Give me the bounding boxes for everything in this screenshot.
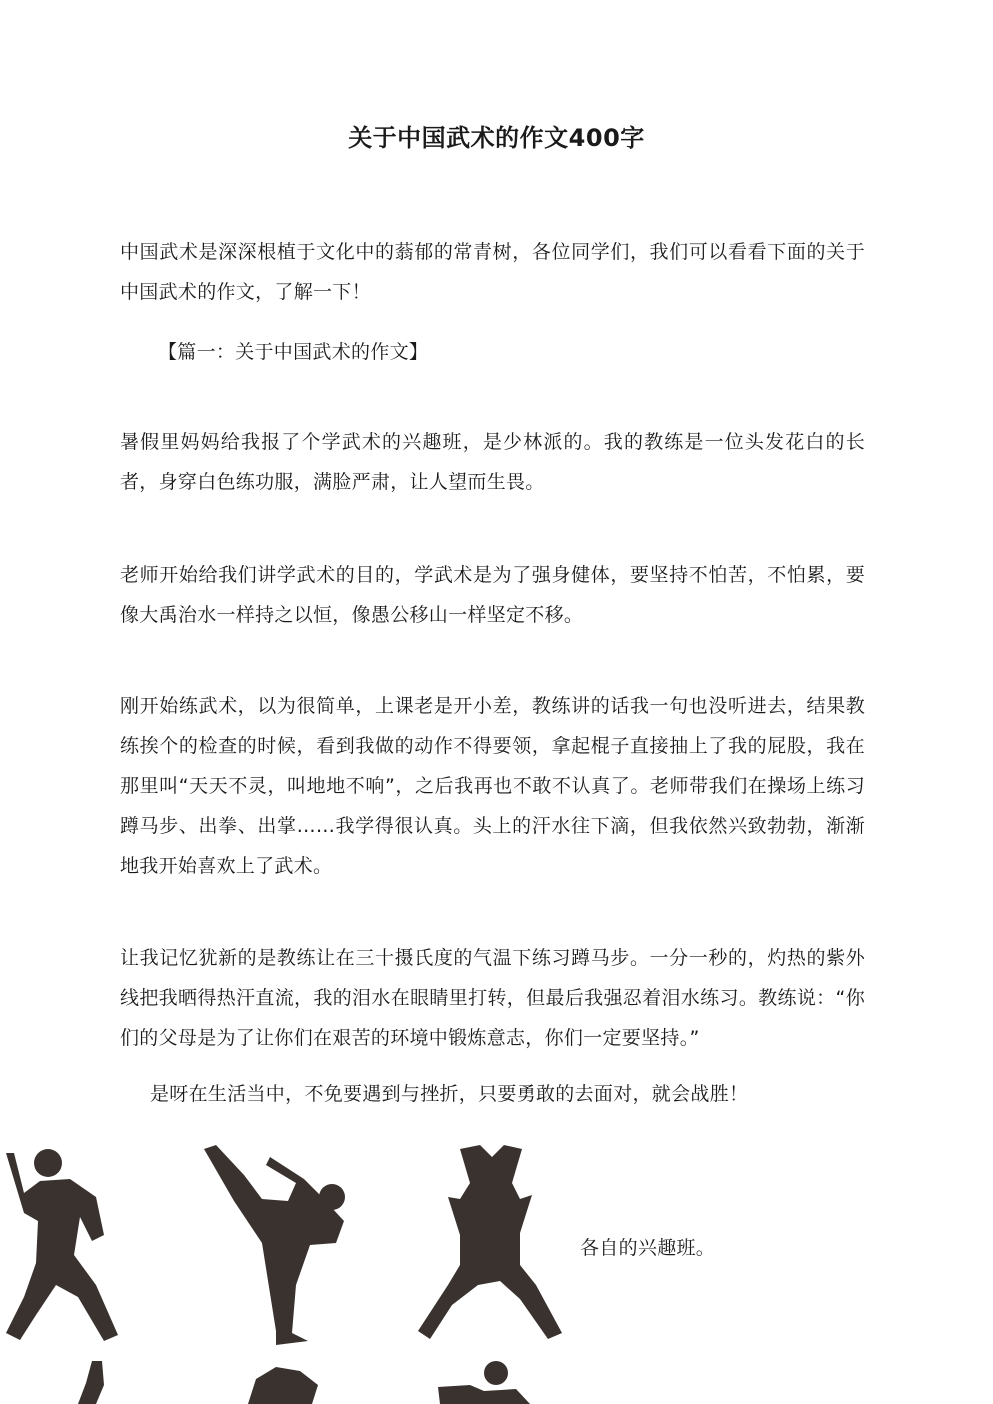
- silhouette-figure-5-partial: [248, 1367, 318, 1404]
- body-paragraph-3: 刚开始练武术，以为很简单，上课老是开小差，教练讲的话我一句也没听进去，结果教练挨个的检查的时候，看到我做的动作不得要领，拿起棍子直接抽上了我的屁股，我在那里叫“天天不灵，叫地地不响”，之后我再也不敢不认真了。老师带我们在操场上练习蹲马步、出拳、出掌……我学得很认真。头上的汗水往下滴，但我依然兴致勃勃，渐渐地我开始喜欢上了武术。: [120, 695, 865, 877]
- page-title: 关于中国武术的作文400字: [348, 124, 645, 152]
- body-paragraph-4: 让我记忆犹新的是教练让在三十摄氏度的气温下练习蹲马步。一分一秒的，灼热的紫外线把我晒得热汗直流，我的泪水在眼睛里打转，但最后我强忍着泪水练习。教练说：“你们的父母是为了让你们在艰苦的环境中锻炼意志，你们一定要坚持。”: [120, 947, 865, 1049]
- partial-text-fragment: 各自的兴趣班。: [580, 1237, 716, 1259]
- body-paragraph-5: 是呀在生活当中，不免要遇到与挫折，只要勇敢的去面对，就会战胜！: [150, 1083, 749, 1105]
- body-paragraph-2: 老师开始给我们讲学武术的目的，学武术是为了强身健体，要坚持不怕苦，不怕累，要像大禹治水一样持之以恒，像愚公移山一样坚定不移。: [120, 564, 865, 626]
- silhouette-figure-3: [418, 1145, 562, 1339]
- martial-arts-silhouettes-image: [0, 1135, 620, 1404]
- silhouette-figure-2: [204, 1145, 345, 1345]
- body-paragraph-1: 暑假里妈妈给我报了个学武术的兴趣班，是少林派的。我的教练是一位头发花白的长者，身穿白色练功服，满脸严肃，让人望而生畏。: [120, 431, 865, 493]
- section-heading: 【篇一：关于中国武术的作文】: [158, 341, 429, 363]
- silhouette-figure-1: [6, 1149, 118, 1341]
- silhouette-figure-6-partial: [438, 1361, 530, 1404]
- intro-paragraph: 中国武术是深深根植于文化中的蓊郁的常青树，各位同学们，我们可以看看下面的关于中国武术的作文，了解一下！: [120, 241, 865, 303]
- silhouette-figure-4-partial: [78, 1361, 104, 1404]
